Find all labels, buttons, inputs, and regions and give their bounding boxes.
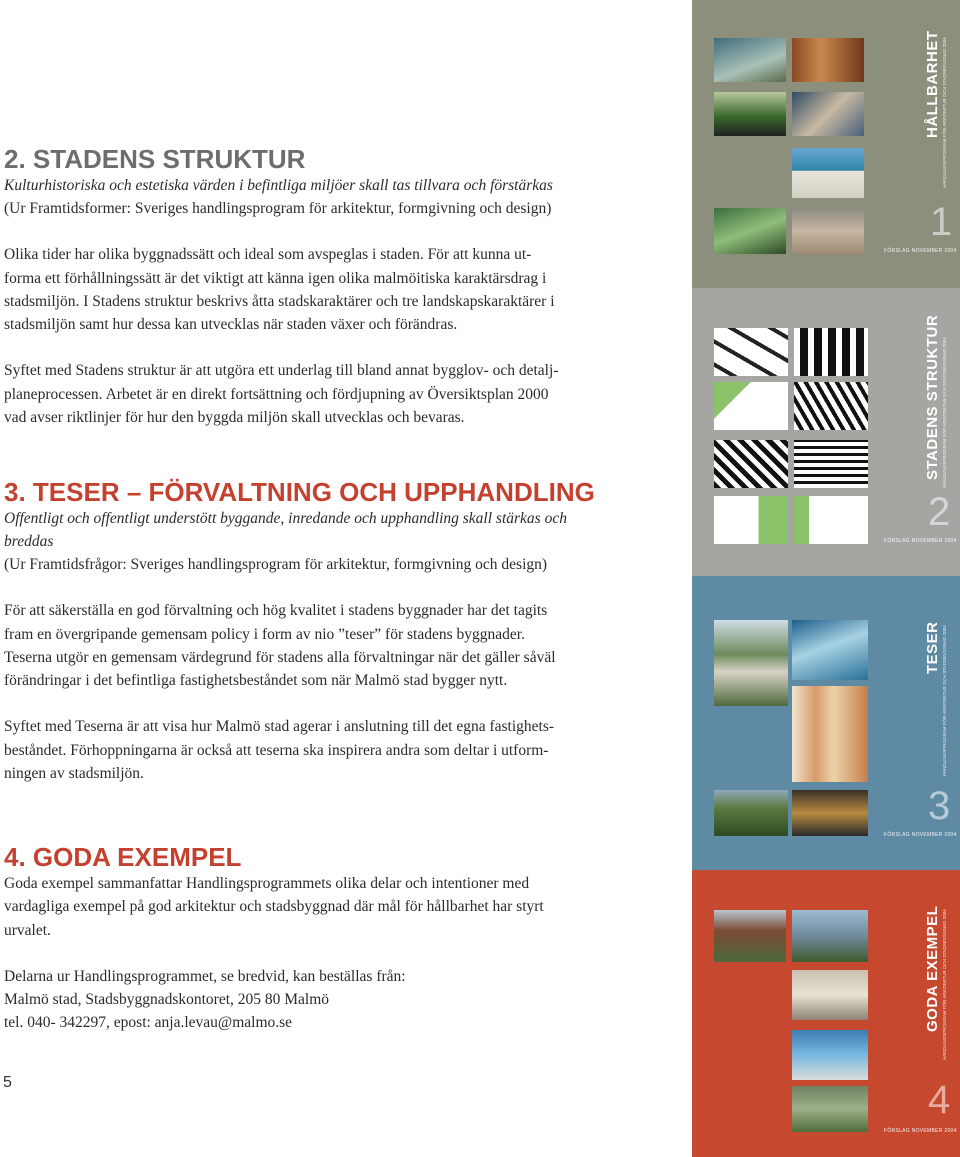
cover-title: GODA EXEMPEL (924, 905, 941, 1032)
photo-tile (792, 686, 868, 782)
cover-subtitle: HANDLINGSPROGRAM FÖR ARKITEKTUR OCH STADSBYGGNAD 2004 (942, 625, 947, 776)
map-tile (794, 440, 868, 488)
photo-tile (792, 1086, 868, 1132)
source-line: (Ur Framtidsformer: Sveriges handlingsprogram för arkitektur, formgivning och design) (4, 200, 552, 217)
contact-line: tel. 040- 342297, epost: anja.levau@malmo.se (4, 1014, 293, 1032)
map-tile (714, 328, 788, 376)
map-tile (794, 382, 868, 430)
cover-title: HÅLLBARHET (924, 30, 941, 138)
paragraph-line: För att säkerställa en god förvaltning och hög kvalitet i stadens byggnader har det tagits (4, 602, 548, 620)
photo-tile (714, 620, 788, 706)
cover-teser (692, 576, 960, 870)
paragraph-line: stadsmiljön. I Stadens struktur beskrivs åtta stadskaraktärer och tre landskapskaraktärer i (4, 292, 555, 310)
section-subtitle: breddas (4, 533, 54, 550)
section-teser (4, 477, 616, 785)
map-tile (714, 382, 788, 430)
paragraph-line: urvalet. (4, 921, 51, 939)
source-line: (Ur Framtidsfrågor: Sveriges handlingsprogram för arkitektur, formgivning och design) (4, 556, 548, 573)
cover-date: FÖRSLAG NOVEMBER 2004 (884, 1128, 957, 1134)
paragraph-line: planeprocessen. Arbetet är en direkt fortsättning och fördjupning av Översiktsplan 2000 (4, 385, 549, 403)
paragraph-line: forma ett förhållningssätt är det viktigt att känna igen olika malmöitiska karaktärsdrag i (4, 269, 547, 287)
cover-subtitle: HANDLINGSPROGRAM FÖR ARKITEKTUR OCH STADSBYGGNAD 2004 (942, 337, 947, 488)
booklet-covers (692, 0, 960, 1157)
map-tile (714, 440, 788, 488)
cover-stadens-struktur (692, 288, 960, 576)
section-heading: 4. GODA EXEMPEL (4, 842, 242, 872)
photo-tile (714, 790, 788, 836)
paragraph-line: fram en övergripande gemensam policy i form av nio ”teser” för stadens byggnader. (4, 625, 525, 643)
cover-hallbarhet (692, 0, 960, 288)
paragraph-line: Syftet med Stadens struktur är att utgöra ett underlag till bland annat bygglov- och detalj- (4, 362, 559, 380)
cover-date: FÖRSLAG NOVEMBER 2004 (884, 832, 957, 838)
photo-tile (792, 38, 864, 82)
section-heading: 2. STADENS STRUKTUR (4, 144, 306, 174)
cover-date: FÖRSLAG NOVEMBER 2004 (884, 538, 957, 544)
map-tile (794, 328, 868, 376)
cover-number: 1 (930, 200, 953, 244)
cover-title: STADENS STRUKTUR (924, 314, 941, 480)
cover-goda-exempel (692, 870, 960, 1157)
cover-subtitle: HANDLINGSPROGRAM FÖR ARKITEKTUR OCH STADSBYGGNAD 2004 (942, 909, 947, 1060)
page-number: 5 (3, 1074, 12, 1091)
cover-title: TESER (924, 621, 941, 674)
section-stadens-struktur (4, 144, 616, 429)
photo-tile (714, 38, 786, 82)
paragraph-line: stadsmiljön samt hur dessa kan utvecklas när staden växer och förändras. (4, 316, 458, 334)
cover-date: FÖRSLAG NOVEMBER 2004 (884, 248, 957, 254)
cover-subtitle: HANDLINGSPROGRAM FÖR ARKITEKTUR OCH STADSBYGGNAD 2004 (942, 37, 947, 188)
section-heading: 3. TESER – FÖRVALTNING OCH UPPHANDLING (4, 477, 595, 507)
paragraph-line: Teserna utgör en gemensam värdegrund för stadens alla förvaltningar när det gäller såväl (4, 648, 556, 666)
cover-number: 4 (928, 1078, 951, 1122)
paragraph-line: Delarna ur Handlingsprogrammet, se bredvid, kan beställas från: (4, 967, 406, 985)
photo-tile (792, 92, 864, 136)
section-subtitle: Kulturhistoriska och estetiska värden i befintliga miljöer skall tas tillvara och förstärkas (4, 177, 553, 194)
cover-number: 2 (928, 490, 951, 534)
photo-tile (792, 790, 868, 836)
paragraph-line: Malmö stad, Stadsbyggnadskontoret, 205 80 Malmö (4, 991, 330, 1009)
photo-tile (792, 620, 868, 680)
map-tile (794, 496, 868, 544)
paragraph-line: förändringar i det befintliga fastighetsbeståndet som när Malmö stad bygger nytt. (4, 672, 508, 690)
section-subtitle: Offentligt och offentligt understött byggande, inredande och upphandling skall stärkas och (4, 510, 567, 527)
paragraph-line: beståndet. Förhoppningarna är också att teserna ska inspirera andra som deltar i utform- (4, 741, 549, 759)
section-goda-exempel (4, 842, 616, 1035)
photo-tile (714, 208, 786, 254)
paragraph-line: Goda exempel sammanfattar Handlingsprogrammets olika delar och intentioner med (4, 875, 530, 892)
photo-tile (792, 208, 864, 254)
map-tile (714, 496, 788, 544)
photo-tile (714, 92, 786, 136)
paragraph-line: vad avser riktlinjer för hur den byggda miljön skall utvecklas och bevaras. (4, 409, 465, 427)
photo-tile (792, 910, 868, 962)
paragraph-line: Syftet med Teserna är att visa hur Malmö stad agerar i anslutning till det egna fastighets- (4, 718, 555, 736)
photo-tile (792, 148, 864, 198)
paragraph-line: ningen av stadsmiljön. (4, 765, 144, 783)
paragraph-line: Olika tider har olika byggnadssätt och ideal som avspeglas i staden. För att kunna ut- (4, 246, 532, 264)
cover-number: 3 (928, 784, 951, 828)
photo-tile (792, 1030, 868, 1080)
photo-tile (792, 970, 868, 1020)
photo-tile (714, 910, 786, 962)
paragraph-line: vardagliga exempel på god arkitektur och stadsbyggnad där mål för hållbarhet har styrt (4, 898, 544, 916)
